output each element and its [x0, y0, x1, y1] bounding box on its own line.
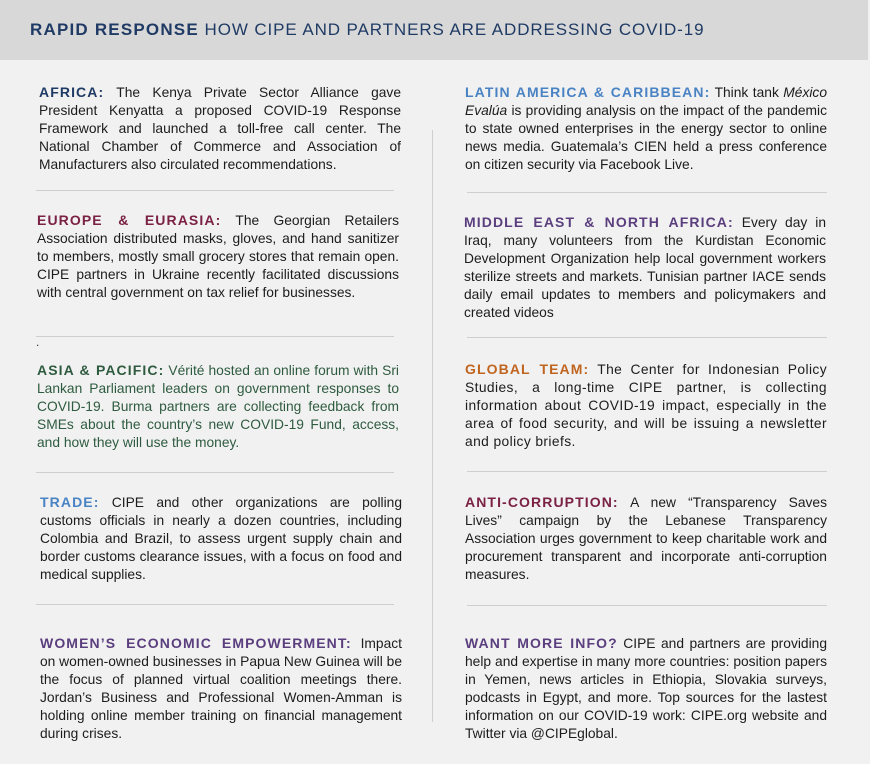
section-want-more-info	[465, 634, 827, 743]
section-body: The Georgian Retailers Association distributed masks, gloves, and hand sanitizer to members, mostly small grocery stores that remain open. CIPE partners in Ukraine recently facilitated discussions with central government on tax relief for businesses.	[37, 213, 399, 300]
column-divider	[432, 130, 433, 722]
section-heading: GLOBAL TEAM:	[465, 361, 590, 377]
divider	[467, 605, 827, 606]
section-anti-corruption	[465, 493, 827, 584]
section-body: Every day in Iraq, many volunteers from the Kurdistan Economic Development Organization help local government workers sterilize streets and markets. Tunisian partner IACE sends daily email updates to members and policymakers and created videos	[464, 215, 827, 320]
section-latin-america-caribbean	[465, 83, 827, 174]
section-europe-eurasia	[37, 211, 399, 302]
section-body: is providing analysis on the impact of the pandemic to state owned enterprises in the energy sector to online news media. Guatemala’s CIEN held a press conference on citizen security via Facebook Live.	[465, 103, 827, 172]
section-heading: AFRICA:	[39, 84, 105, 100]
divider	[36, 190, 394, 191]
page-title	[30, 20, 704, 40]
section-middle-east-north-africa	[464, 213, 826, 322]
section-africa	[39, 83, 401, 174]
section-heading: TRADE:	[40, 494, 100, 510]
section-heading: ANTI-CORRUPTION:	[465, 494, 619, 510]
section-heading: EUROPE & EURASIA:	[37, 212, 222, 228]
section-body: Vérité hosted an online forum with Sri Lankan Parliament leaders on government responses to COVID-19. Burma partners are collecting feedback from SMEs about the country’s new COVID-19 Fund, access, and how they will use the money.	[37, 363, 399, 450]
divider	[467, 192, 827, 193]
section-body: CIPE and other organizations are polling customs officials in nearly a dozen countries, including Colombia and Brazil, to assess urgent supply chain and border customs clearance issues, with a focus on food and medical supplies.	[40, 495, 402, 582]
header-banner	[0, 0, 868, 60]
stray-mark: .	[36, 335, 40, 349]
section-body: The Kenya Private Sector Alliance gave President Kenyatta a proposed COVID-19 Response Framework and launched a toll-free call center. The National Chamber of Commerce and Association of Manufacturers also circulated recommendations.	[39, 85, 401, 172]
divider	[467, 471, 827, 472]
section-womens-economic-empowerment	[40, 634, 402, 743]
divider	[36, 472, 394, 473]
title-strong: RAPID RESPONSE	[30, 20, 199, 39]
section-body: Impact on women-owned businesses in Papua New Guinea will be the focus of planned virtual coalition meetings there. Jordan’s Business and Professional Women-Amman is holding online member training on financial management during crises.	[40, 636, 402, 741]
org-name: México Evalúa	[465, 85, 827, 118]
divider	[36, 604, 394, 605]
section-asia-pacific	[37, 361, 399, 452]
section-body-lead: Think tank	[710, 85, 784, 100]
title-rest: HOW CIPE AND PARTNERS ARE ADDRESSING COVID-19	[198, 20, 705, 39]
section-heading: WOMEN’S ECONOMIC EMPOWERMENT:	[40, 635, 352, 651]
section-heading: WANT MORE INFO?	[465, 635, 618, 651]
section-heading: MIDDLE EAST & NORTH AFRICA:	[464, 214, 734, 230]
section-heading: LATIN AMERICA & CARIBBEAN:	[465, 84, 711, 100]
divider	[467, 337, 827, 338]
section-heading: ASIA & PACIFIC:	[37, 362, 165, 378]
section-global-team	[465, 360, 827, 451]
section-body: The Center for Indonesian Policy Studies, a long-time CIPE partner, is collecting information about COVID-19 impact, especially in the area of food security, and will be issuing a newsletter and policy briefs.	[465, 362, 828, 449]
section-body: CIPE and partners are providing help and expertise in many more countries: position papers in Yemen, news articles in Ethiopia, Slovakia surveys, podcasts in Egypt, and more. Top sources for the lastest information on our COVID-19 work: CIPE.org website and Twitter via @CIPEglobal.	[465, 636, 827, 741]
section-body: A new “Transparency Saves Lives” campaign by the Lebanese Transparency Association urges government to keep charitable work and procurement transparent and incorporate anti-corruption measures.	[465, 495, 827, 582]
divider	[36, 336, 394, 337]
section-trade	[40, 493, 402, 584]
